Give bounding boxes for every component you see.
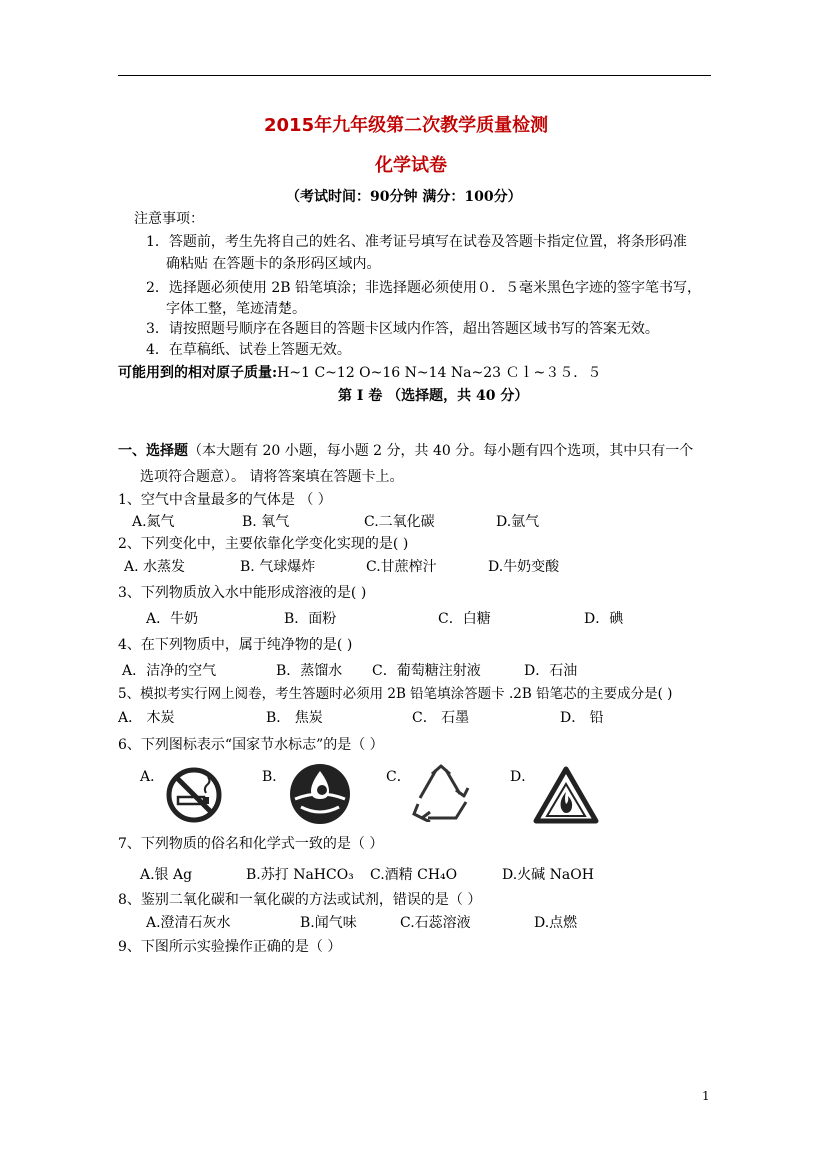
question-4-stem: 4、在下列物质中，属于纯净物的是( ) [118,637,353,653]
section-intro-text: （本大题有 20 小题，每小题 2 分，共 40 分。每小题有四个选项，其中只有一个 [188,443,694,459]
question-2-stem: 2、下列变化中，主要依靠化学变化实现的是( ) [118,536,409,552]
question-1-option-c: C.二氧化碳 [364,514,435,530]
exam-title: 2015年九年级第二次教学质量检测 [264,115,549,136]
question-8-option-b: B.闻气味 [300,915,357,931]
question-1-option-b: B. 氧气 [242,514,290,530]
section-intro-label: 一、选择题 [118,443,188,459]
question-6-option-a: A． [140,769,165,785]
question-2-option-b: B. 气球爆炸 [240,559,316,575]
question-5-option-a: A． 木炭 [118,710,175,726]
header-rule [118,75,711,76]
question-2-option-d: D.牛奶变酸 [488,559,560,575]
question-6-option-d: D． [510,769,536,785]
section-title: 第 I 卷 （选择题，共 40 分） [338,388,529,404]
question-3-option-b: B．面粉 [284,611,337,627]
question-6-option-c: C． [386,769,411,785]
question-2-option-c: C.甘蔗榨汁 [366,559,437,575]
question-1-stem: 1、空气中含量最多的气体是 （ ） [118,492,332,508]
notice-item-2-cont: 字体工整，笔迹清楚。 [166,301,306,317]
notice-item-1-cont: 确粘贴 在答题卡的条形码区域内。 [166,256,381,272]
notice-item-3: 3．请按照题号顺序在各题目的答题卡区域内作答，超出答题区域书写的答案无效。 [146,321,659,337]
question-8-option-d: D.点燃 [534,915,578,931]
flammable-warning-icon [533,766,599,824]
no-smoking-icon [164,765,224,825]
atomic-masses-label: 可能用到的相对原子质量: [118,365,278,381]
question-6-stem: 6、下列图标表示“国家节水标志”的是（ ） [118,737,384,753]
question-7-stem: 7、下列物质的俗名和化学式一致的是（ ） [118,836,384,852]
question-7-option-d: D.火碱 NaOH [502,867,594,883]
question-5-stem: 5、模拟考实行网上阅卷，考生答题时必须用 2B 铅笔填涂答题卡 .2B 铅笔芯的主要成分是( ) [118,686,673,702]
question-3-option-d: D．碘 [584,611,624,627]
notice-label: 注意事项： [134,211,204,227]
question-7-option-b: B.苏打 NaHCO₃ [246,867,354,883]
question-5-option-b: B． 焦炭 [266,710,323,726]
question-4-option-d: D．石油 [524,663,578,679]
notice-item-1: 1．答题前，考生先将自己的姓名、准考证号填写在试卷及答题卡指定位置，将条形码准 [146,234,687,250]
question-6-option-b: B． [262,769,287,785]
question-3-stem: 3、下列物质放入水中能形成溶液的是( ) [118,585,367,601]
atomic-masses [118,366,601,380]
question-1-option-d: D.氩气 [496,514,540,530]
question-7-option-c: C.酒精 CH₄O [370,867,458,883]
notice-item-2: 2．选择题必须使用 2B 铅笔填涂；非选择题必须使用０．５毫米黑色字迹的签字笔书写， [146,280,702,296]
atomic-masses-values: H~1 C~12 O~16 N~14 Na~23 Ｃｌ~３５．５ [277,365,602,381]
exam-subtitle: 化学试卷 [375,155,447,176]
question-4-option-b: B．蒸馏水 [276,663,343,679]
question-4-option-c: C．葡萄糖注射液 [372,663,481,679]
question-3-option-a: A．牛奶 [146,611,199,627]
question-3-option-c: C．白糖 [438,611,491,627]
question-2-option-a: A. 水蒸发 [124,559,186,575]
question-1-option-a: A.氮气 [132,514,175,530]
page-number: 1 [702,1089,710,1103]
question-8-stem: 8、鉴别二氧化碳和一氧化碳的方法或试剂，错误的是（ ） [118,892,482,908]
question-5-option-d: D． 铅 [560,710,604,726]
water-saving-icon [289,763,351,825]
exam-info: （考试时间：90分钟 满分：100分） [286,189,522,205]
question-8-option-a: A.澄清石灰水 [146,915,231,931]
question-4-option-a: A．洁净的空气 [122,663,217,679]
recycling-icon [410,764,472,822]
section-intro-cont: 选项符合题意）。 请将答案填在答题卡上。 [140,469,404,485]
question-5-option-c: C． 石墨 [412,710,470,726]
section-intro [118,444,693,458]
question-8-option-c: C.石蕊溶液 [400,915,471,931]
question-9-stem: 9、下图所示实验操作正确的是（ ） [118,939,342,955]
question-7-option-a: A.银 Ag [140,867,193,883]
notice-item-4: 4．在草稿纸、试卷上答题无效。 [146,342,351,358]
